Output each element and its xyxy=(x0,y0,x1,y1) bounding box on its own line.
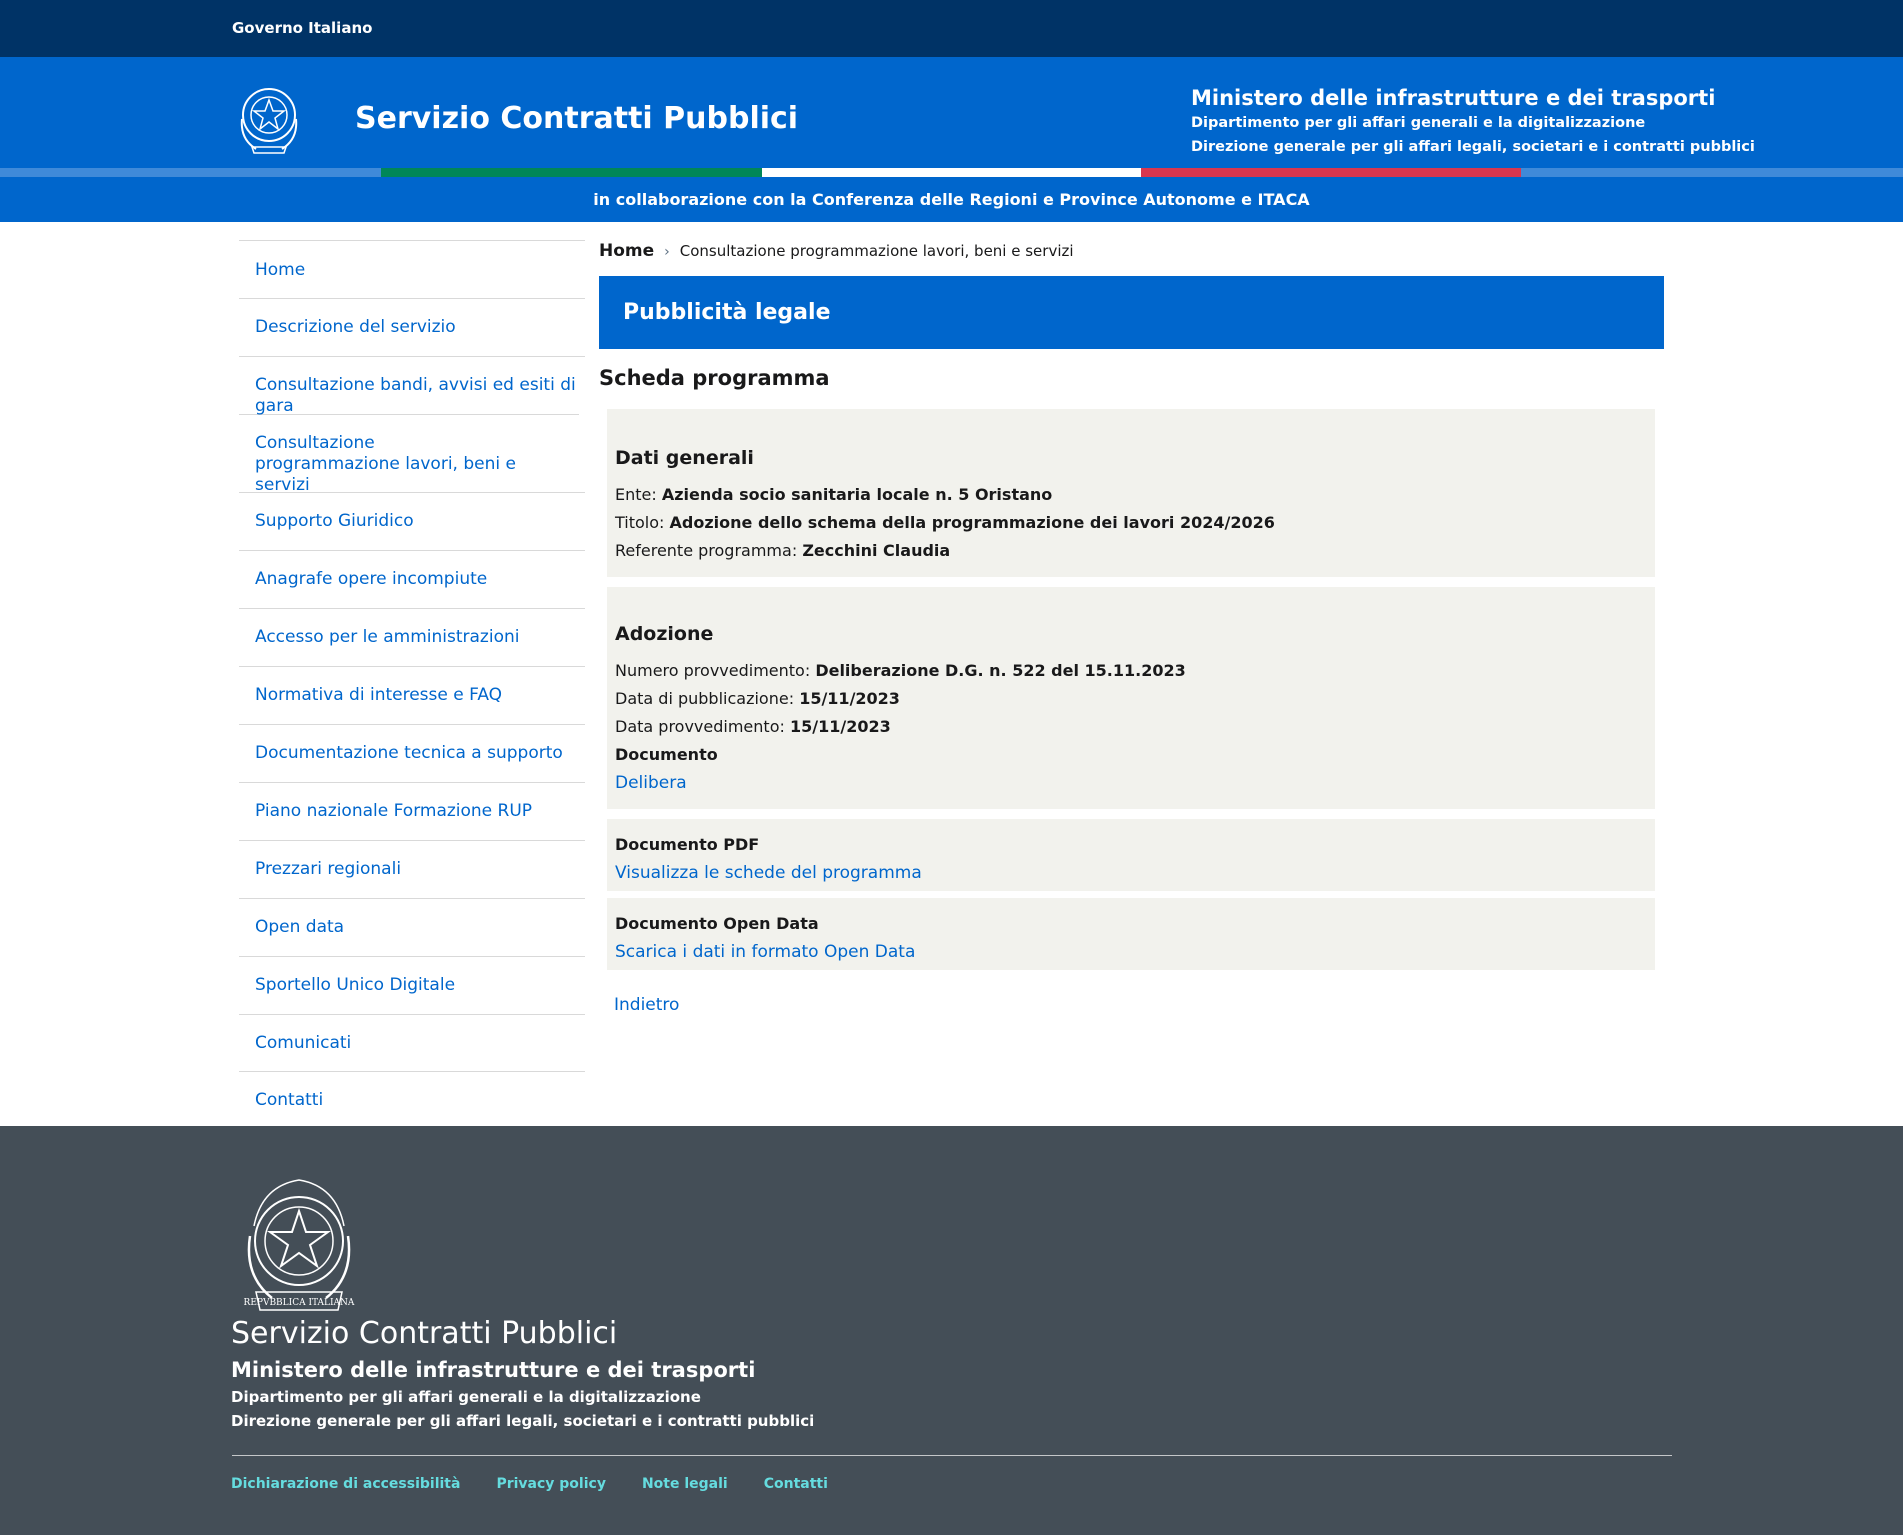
footer-title: Servizio Contratti Pubblici xyxy=(231,1316,618,1351)
breadcrumb-home[interactable]: Home xyxy=(599,241,655,261)
referente-row xyxy=(615,537,1647,565)
sidebar-item-contatti[interactable]: Contatti xyxy=(239,1071,585,1127)
directorate-name: Direzione generale per gli affari legali, societari e i contratti pubblici xyxy=(1191,139,1755,155)
governo-italiano-link[interactable]: Governo Italiano xyxy=(232,19,373,37)
documento-opendata-panel xyxy=(607,898,1655,970)
numero-row xyxy=(615,657,1647,685)
documento-pdf-row xyxy=(615,831,1647,859)
visualizza-schede-link[interactable]: Visualizza le schede del programma xyxy=(615,863,922,883)
delibera-link[interactable]: Delibera xyxy=(615,773,687,793)
breadcrumb-separator: › xyxy=(664,244,670,260)
sidebar-item-sportello[interactable]: Sportello Unico Digitale xyxy=(239,956,585,1014)
sidebar-item-open-data[interactable]: Open data xyxy=(239,898,585,956)
footer-department: Dipartimento per gli affari generali e la digitalizzazione xyxy=(231,1388,701,1406)
sidebar-item-comunicati[interactable]: Comunicati xyxy=(239,1014,585,1071)
sidebar-item-formazione-rup[interactable]: Piano nazionale Formazione RUP xyxy=(239,782,585,840)
sidebar-item-programmazione[interactable]: Consultazione programmazione lavori, beni e servizi xyxy=(239,414,579,492)
provvedimento-row xyxy=(615,713,1647,741)
footer-link-accessibilita[interactable]: Dichiarazione di accessibilità xyxy=(231,1476,461,1492)
numero-label: Numero provvedimento: xyxy=(615,661,811,680)
pubblicazione-value: 15/11/2023 xyxy=(799,689,900,708)
site-header xyxy=(0,57,1903,168)
emblem-icon xyxy=(234,79,304,155)
documento-pdf-title: Documento PDF xyxy=(615,835,760,854)
ministry-block xyxy=(1191,85,1755,159)
provvedimento-label: Data provvedimento: xyxy=(615,717,785,736)
adozione-title: Adozione xyxy=(615,623,714,645)
slim-header xyxy=(0,0,1903,57)
page-title: Scheda programma xyxy=(599,366,830,390)
footer-directorate: Direzione generale per gli affari legali, societari e i contratti pubblici xyxy=(231,1412,815,1430)
documento-opendata-title: Documento Open Data xyxy=(615,914,819,933)
adozione-panel xyxy=(607,587,1655,809)
site-footer xyxy=(0,1126,1903,1535)
flag-stripe xyxy=(0,168,1903,177)
footer-link-privacy[interactable]: Privacy policy xyxy=(496,1476,606,1492)
scarica-opendata-link[interactable]: Scarica i dati in formato Open Data xyxy=(615,942,916,962)
pubblicazione-label: Data di pubblicazione: xyxy=(615,689,795,708)
pubblicazione-row xyxy=(615,685,1647,713)
footer-divider xyxy=(232,1455,1672,1456)
footer-links xyxy=(231,1476,828,1492)
sidebar-item-prezzari[interactable]: Prezzari regionali xyxy=(239,840,585,898)
documento-pdf-panel xyxy=(607,819,1655,891)
breadcrumb xyxy=(599,241,1074,261)
stripe-right xyxy=(1521,168,1903,177)
titolo-value: Adozione dello schema della programmazione dei lavori 2024/2026 xyxy=(669,513,1275,532)
sidebar-item-home[interactable]: Home xyxy=(239,240,585,298)
dati-generali-panel xyxy=(607,409,1655,577)
sidebar-item-supporto-giuridico[interactable]: Supporto Giuridico xyxy=(239,492,585,550)
collaboration-bar: in collaborazione con la Conferenza delle Regioni e Province Autonome e ITACA xyxy=(0,177,1903,222)
titolo-row xyxy=(615,509,1647,537)
footer-emblem-icon xyxy=(232,1166,367,1316)
titolo-label: Titolo: xyxy=(615,513,665,532)
stripe-left xyxy=(0,168,381,177)
referente-label: Referente programma: xyxy=(615,541,798,560)
breadcrumb-current: Consultazione programmazione lavori, beni e servizi xyxy=(679,242,1074,260)
ente-label: Ente: xyxy=(615,485,657,504)
documento-row xyxy=(615,741,1647,769)
ente-row xyxy=(615,481,1647,509)
department-name: Dipartimento per gli affari generali e la digitalizzazione xyxy=(1191,115,1646,131)
stripe-white xyxy=(762,168,1141,177)
dati-generali-title: Dati generali xyxy=(615,447,754,469)
footer-ministry: Ministero delle infrastrutture e dei trasporti xyxy=(231,1358,756,1382)
numero-value: Deliberazione D.G. n. 522 del 15.11.2023 xyxy=(815,661,1186,680)
documento-opendata-row xyxy=(615,910,1647,938)
emblem-motto: REPVBBLICA ITALIANA xyxy=(243,1298,355,1308)
sidebar-nav xyxy=(239,240,585,1127)
sidebar-item-descrizione[interactable]: Descrizione del servizio xyxy=(239,298,585,356)
stripe-red xyxy=(1141,168,1521,177)
sidebar-item-documentazione[interactable]: Documentazione tecnica a supporto xyxy=(239,724,585,782)
sidebar-item-normativa[interactable]: Normativa di interesse e FAQ xyxy=(239,666,585,724)
sidebar-item-anagrafe[interactable]: Anagrafe opere incompiute xyxy=(239,550,585,608)
site-title[interactable]: Servizio Contratti Pubblici xyxy=(355,101,799,136)
stripe-green xyxy=(381,168,762,177)
back-link[interactable]: Indietro xyxy=(614,995,680,1015)
sidebar-item-accesso[interactable]: Accesso per le amministrazioni xyxy=(239,608,585,666)
sidebar-item-bandi[interactable]: Consultazione bandi, avvisi ed esiti di gara xyxy=(239,356,585,414)
page-banner: Pubblicità legale xyxy=(599,276,1664,349)
ente-value: Azienda socio sanitaria locale n. 5 Oristano xyxy=(661,485,1053,504)
documento-label: Documento xyxy=(615,745,718,764)
provvedimento-value: 15/11/2023 xyxy=(789,717,891,736)
footer-link-contatti[interactable]: Contatti xyxy=(763,1476,828,1492)
referente-value: Zecchini Claudia xyxy=(802,541,951,560)
ministry-name: Ministero delle infrastrutture e dei trasporti xyxy=(1191,86,1716,110)
footer-link-note-legali[interactable]: Note legali xyxy=(641,1476,728,1492)
